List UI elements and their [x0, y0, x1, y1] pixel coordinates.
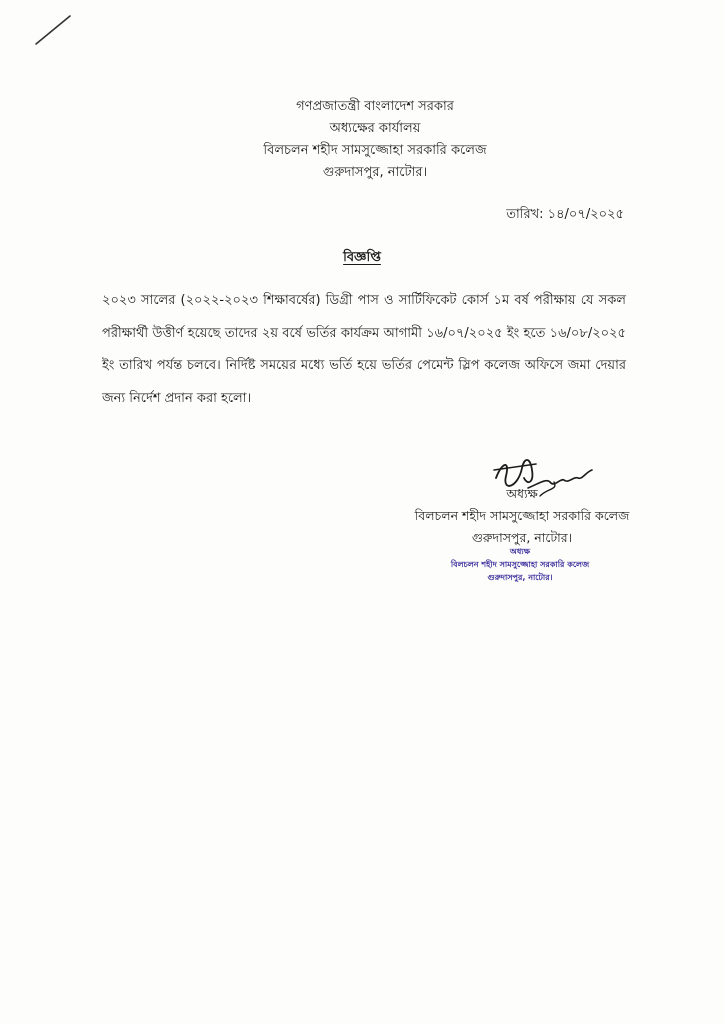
notice-date: তারিখ: ১৪/০৭/২০২৫ [506, 207, 624, 222]
college-name: বিলচলন শহীদ সামসুজ্জোহা সরকারি কলেজ [263, 143, 487, 158]
stamp-title: অধ্যক্ষ [509, 547, 531, 556]
office-name: অধ্যক্ষের কার্যালয় [329, 121, 421, 136]
signatory-location: গুরুদাসপুর, নাটোর। [471, 530, 573, 545]
notice-title: বিজ্ঞপ্তি [343, 250, 381, 265]
stamp-institution: বিলচলন শহীদ সামসুজ্জোহা সরকারি কলেজ [450, 560, 590, 569]
college-address: গুরুদাসপুর, নাটোর। [322, 165, 428, 180]
signatory-block [392, 483, 652, 549]
stamp-location: গুরুদাসপুর, নাটোর। [487, 573, 553, 582]
government-name: গণপ্রজাতন্ত্রী বাংলাদেশ সরকার [296, 99, 454, 114]
official-seal-stamp [420, 545, 620, 584]
signatory-title: অধ্যক্ষ [506, 486, 538, 501]
pen-stroke-mark [34, 14, 74, 46]
notice-body: ২০২৩ সালের (২০২২-২০২৩ শিক্ষাবর্ষের) ডিগ্রী পাস ও সার্টিফিকেট কোর্স ১ম বর্ষ পরীক্ষায় যে সকল পরীক্ষার্থী উত্তীর্ণ হয়েছে তাদের ২য় বর্ষে ভর্তির কার্যক্রম আগামী ১৬/০৭/২০২৫ ইং হতে ১৬/০৮/২০২৫ ইং তারিখ পর্যন্ত চলবে। নির্দিষ্ট সময়ের মধ্যে ভর্তি হয়ে ভর্তির পেমেন্ট স্লিপ কলেজ অফিসে জমা দেয়ার জন্য নির্দেশ প্রদান করা হলো। [102, 293, 626, 406]
signatory-institution: বিলচলন শহীদ সামসুজ্জোহা সরকারি কলেজ [414, 508, 630, 523]
notice-title-wrap [0, 248, 724, 269]
letterhead [180, 96, 570, 184]
